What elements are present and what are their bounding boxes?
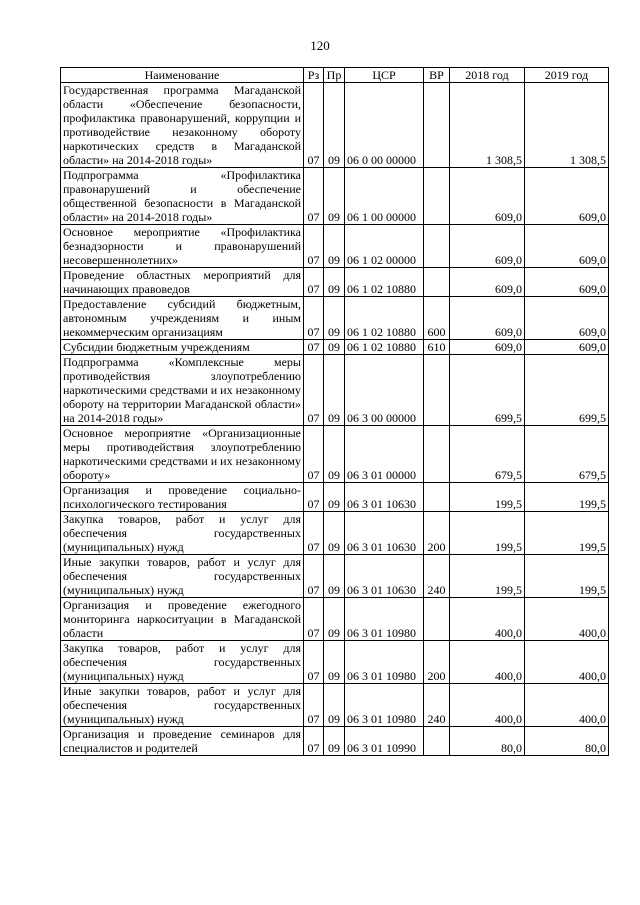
row-2018: 679,5 (450, 426, 525, 483)
header-row (61, 68, 609, 83)
row-2018: 80,0 (450, 727, 525, 756)
row-csr: 06 0 00 00000 (345, 83, 424, 168)
table-row (61, 297, 609, 340)
table-row (61, 168, 609, 225)
row-2019: 699,5 (525, 355, 609, 426)
row-2018: 199,5 (450, 512, 525, 555)
row-2019: 609,0 (525, 297, 609, 340)
row-csr: 06 1 02 00000 (345, 225, 424, 268)
row-name: Закупка товаров, работ и услуг для обеспечения государственных (муниципальных) нужд (61, 641, 304, 684)
row-csr: 06 3 01 10980 (345, 598, 424, 641)
row-2019: 609,0 (525, 225, 609, 268)
table-row (61, 483, 609, 512)
row-rz: 07 (304, 297, 324, 340)
row-rz: 07 (304, 483, 324, 512)
row-csr: 06 3 01 10630 (345, 555, 424, 598)
row-2019: 1 308,5 (525, 83, 609, 168)
row-rz: 07 (304, 83, 324, 168)
row-2018: 609,0 (450, 225, 525, 268)
header-rz: Рз (304, 68, 324, 83)
row-2019: 400,0 (525, 684, 609, 727)
row-name: Иные закупки товаров, работ и услуг для обеспечения государственных (муниципальных) нужд (61, 684, 304, 727)
row-rz: 07 (304, 268, 324, 297)
row-name: Закупка товаров, работ и услуг для обеспечения государственных (муниципальных) нужд (61, 512, 304, 555)
row-vr (424, 225, 450, 268)
row-vr (424, 426, 450, 483)
row-vr (424, 598, 450, 641)
row-rz: 07 (304, 225, 324, 268)
row-pr: 09 (324, 168, 345, 225)
row-csr: 06 1 02 10880 (345, 340, 424, 355)
row-vr: 600 (424, 297, 450, 340)
table-row (61, 684, 609, 727)
row-pr: 09 (324, 297, 345, 340)
row-2019: 609,0 (525, 340, 609, 355)
row-vr: 240 (424, 684, 450, 727)
row-2019: 400,0 (525, 598, 609, 641)
row-name: Предоставление субсидий бюджетным, автономным учреждениям и иным некоммерческим организациям (61, 297, 304, 340)
table-row (61, 555, 609, 598)
row-name: Основное мероприятие «Профилактика безнадзорности и правонарушений несовершеннолетних» (61, 225, 304, 268)
row-name: Подпрограмма «Профилактика правонарушений и обеспечение общественной безопасности в Магаданской области» на 2014-2018 годы» (61, 168, 304, 225)
row-rz: 07 (304, 641, 324, 684)
row-pr: 09 (324, 225, 345, 268)
row-pr: 09 (324, 684, 345, 727)
row-pr: 09 (324, 355, 345, 426)
row-2019: 199,5 (525, 512, 609, 555)
row-vr: 610 (424, 340, 450, 355)
table-row (61, 727, 609, 756)
row-vr: 200 (424, 641, 450, 684)
row-vr: 240 (424, 555, 450, 598)
row-name: Государственная программа Магаданской области «Обеспечение безопасности, профилактика правонарушений, коррупции и противодействие незаконному обороту наркотических средств в Магаданской области» на 2014-2018 годы» (61, 83, 304, 168)
row-2018: 199,5 (450, 555, 525, 598)
row-csr: 06 1 00 00000 (345, 168, 424, 225)
row-2018: 609,0 (450, 340, 525, 355)
table-header (61, 68, 609, 83)
table-row (61, 355, 609, 426)
row-2019: 609,0 (525, 168, 609, 225)
row-vr (424, 83, 450, 168)
row-rz: 07 (304, 684, 324, 727)
budget-table (60, 67, 609, 756)
row-2018: 609,0 (450, 268, 525, 297)
table-row (61, 641, 609, 684)
header-name: Наименование (61, 68, 304, 83)
table-row (61, 426, 609, 483)
row-name: Иные закупки товаров, работ и услуг для обеспечения государственных (муниципальных) нужд (61, 555, 304, 598)
row-vr (424, 727, 450, 756)
row-csr: 06 1 02 10880 (345, 268, 424, 297)
row-rz: 07 (304, 727, 324, 756)
header-vr: ВР (424, 68, 450, 83)
row-pr: 09 (324, 598, 345, 641)
table-row (61, 598, 609, 641)
row-csr: 06 3 01 10630 (345, 512, 424, 555)
row-pr: 09 (324, 483, 345, 512)
row-vr (424, 355, 450, 426)
row-pr: 09 (324, 641, 345, 684)
table-row (61, 83, 609, 168)
row-2019: 80,0 (525, 727, 609, 756)
row-2018: 199,5 (450, 483, 525, 512)
table-row (61, 268, 609, 297)
row-pr: 09 (324, 512, 345, 555)
table-body (61, 83, 609, 756)
row-csr: 06 3 01 10990 (345, 727, 424, 756)
row-2018: 1 308,5 (450, 83, 525, 168)
table-row (61, 512, 609, 555)
row-csr: 06 3 01 00000 (345, 426, 424, 483)
row-csr: 06 3 01 10630 (345, 483, 424, 512)
row-2018: 400,0 (450, 641, 525, 684)
header-2018: 2018 год (450, 68, 525, 83)
row-pr: 09 (324, 727, 345, 756)
row-pr: 09 (324, 268, 345, 297)
row-rz: 07 (304, 512, 324, 555)
row-rz: 07 (304, 598, 324, 641)
row-name: Организация и проведение семинаров для специалистов и родителей (61, 727, 304, 756)
row-2019: 199,5 (525, 483, 609, 512)
row-2018: 609,0 (450, 297, 525, 340)
row-pr: 09 (324, 340, 345, 355)
header-csr: ЦСР (345, 68, 424, 83)
row-pr: 09 (324, 555, 345, 598)
row-name: Основное мероприятие «Организационные меры противодействия злоупотреблению наркотическими средствами и их незаконному обороту» (61, 426, 304, 483)
table-row (61, 340, 609, 355)
row-rz: 07 (304, 168, 324, 225)
header-pr: Пр (324, 68, 345, 83)
row-name: Проведение областных мероприятий для начинающих правоведов (61, 268, 304, 297)
row-2019: 400,0 (525, 641, 609, 684)
row-2018: 400,0 (450, 684, 525, 727)
table-row (61, 225, 609, 268)
row-2019: 679,5 (525, 426, 609, 483)
row-2019: 609,0 (525, 268, 609, 297)
row-rz: 07 (304, 555, 324, 598)
row-rz: 07 (304, 355, 324, 426)
row-name: Подпрограмма «Комплексные меры противодействия злоупотреблению наркотическими средствами и их незаконному обороту на территории Магаданской области» на 2014-2018 годы» (61, 355, 304, 426)
row-2018: 609,0 (450, 168, 525, 225)
row-rz: 07 (304, 340, 324, 355)
page-number: 120 (310, 38, 330, 53)
row-vr: 200 (424, 512, 450, 555)
row-csr: 06 3 01 10980 (345, 641, 424, 684)
row-pr: 09 (324, 426, 345, 483)
row-name: Организация и проведение ежегодного мониторинга наркоситуации в Магаданской области (61, 598, 304, 641)
row-csr: 06 1 02 10880 (345, 297, 424, 340)
row-vr (424, 483, 450, 512)
row-2019: 199,5 (525, 555, 609, 598)
row-rz: 07 (304, 426, 324, 483)
row-vr (424, 268, 450, 297)
row-pr: 09 (324, 83, 345, 168)
row-2018: 400,0 (450, 598, 525, 641)
row-csr: 06 3 00 00000 (345, 355, 424, 426)
row-name: Субсидии бюджетным учреждениям (61, 340, 304, 355)
row-csr: 06 3 01 10980 (345, 684, 424, 727)
row-name: Организация и проведение социально-психологического тестирования (61, 483, 304, 512)
header-2019: 2019 год (525, 68, 609, 83)
row-2018: 699,5 (450, 355, 525, 426)
row-vr (424, 168, 450, 225)
